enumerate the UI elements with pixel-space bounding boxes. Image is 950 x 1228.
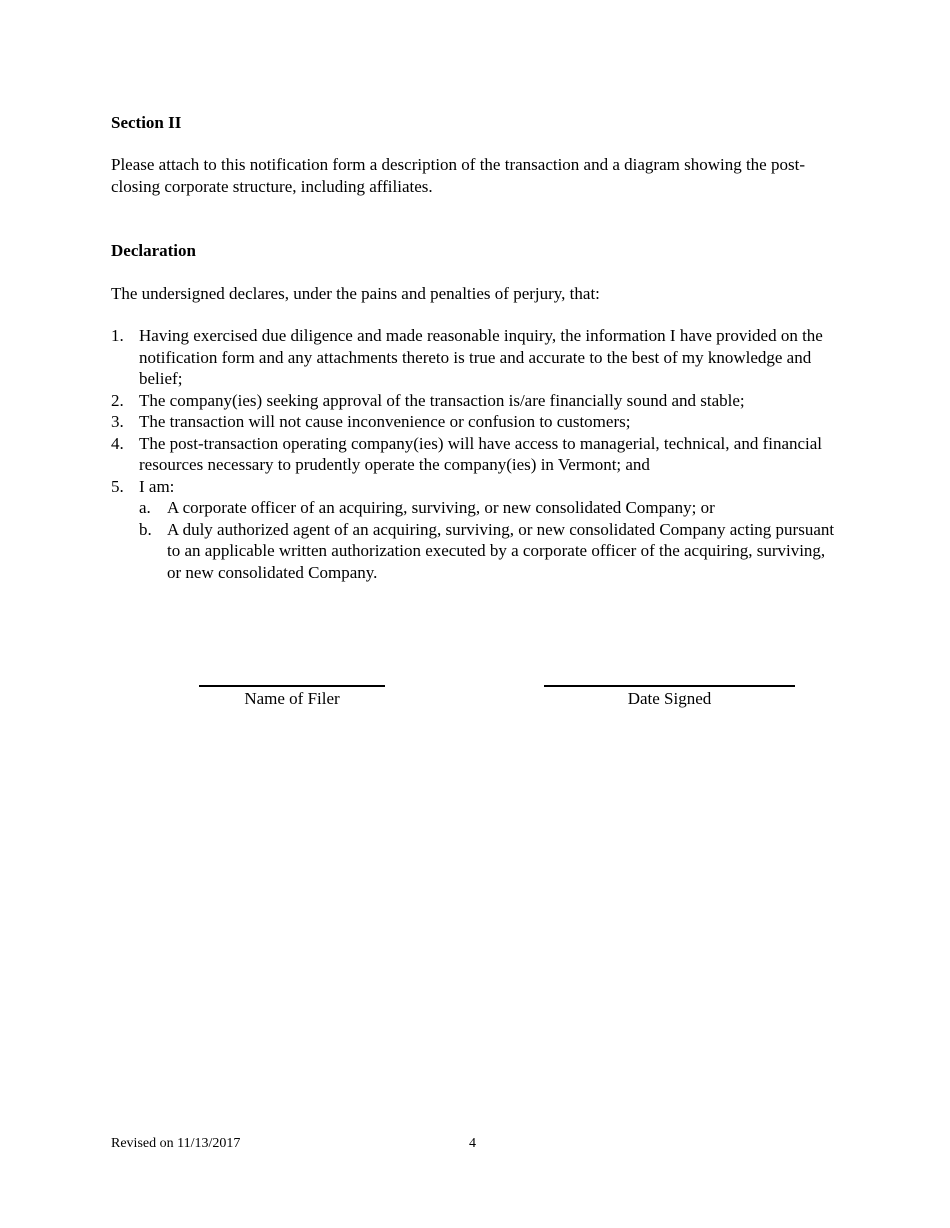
list-item [111, 390, 841, 412]
list-item-text: The company(ies) seeking approval of the transaction is/are financially sound and stable; [139, 390, 745, 410]
name-signature-line[interactable] [199, 664, 385, 687]
declaration-sublist [139, 497, 841, 583]
sublist-item-text: A duly authorized agent of an acquiring, surviving, or new consolidated Company acting pursuant to an applicable written authorization executed by a corporate officer of the acquiring, surviving, or new consolidated Company. [167, 519, 835, 582]
sublist-item-letter: b. [139, 519, 152, 539]
list-item [111, 433, 841, 476]
list-item [111, 325, 841, 390]
sublist-item [139, 519, 841, 584]
revised-date: Revised on 11/13/2017 [111, 1136, 241, 1151]
list-item [111, 476, 841, 584]
list-item [111, 411, 841, 433]
sublist-item-letter: a. [139, 498, 151, 517]
section-ii-body: Please attach to this notification form a description of the transaction and a diagram showing the post-closing corporate structure, including affiliates. [111, 155, 805, 196]
list-item-text: Having exercised due diligence and made reasonable inquiry, the information I have provided on the notification form and any attachments thereto is true and accurate to the best of my knowledge and belief; [139, 326, 823, 388]
list-item-number: 5. [111, 476, 124, 496]
list-item-number: 1. [111, 326, 124, 345]
name-of-filer-signature [199, 664, 385, 710]
declaration-heading: Declaration [111, 241, 196, 260]
declaration-intro: The undersigned declares, under the pains and penalties of perjury, that: [111, 284, 600, 303]
sublist-item-text: A corporate officer of an acquiring, surviving, or new consolidated Company; or [167, 498, 715, 517]
list-item-text: I am: [139, 476, 175, 496]
section-ii-heading: Section II [111, 113, 182, 132]
date-signed-signature [544, 664, 795, 710]
date-signed-label: Date Signed [627, 689, 712, 708]
page-number: 4 [469, 1136, 476, 1151]
sublist-item [139, 497, 841, 519]
list-item-number: 4. [111, 433, 124, 453]
name-of-filer-label: Name of Filer [244, 689, 340, 708]
date-signature-line[interactable] [544, 664, 795, 687]
list-item-text: The post-transaction operating company(ies) will have access to managerial, technical, and financial resources necessary to prudently operate the company(ies) in Vermont; and [139, 433, 823, 474]
declaration-list [111, 325, 841, 583]
list-item-number: 3. [111, 412, 124, 431]
list-item-text: The transaction will not cause inconvenience or confusion to customers; [139, 412, 631, 431]
list-item-number: 2. [111, 390, 124, 410]
